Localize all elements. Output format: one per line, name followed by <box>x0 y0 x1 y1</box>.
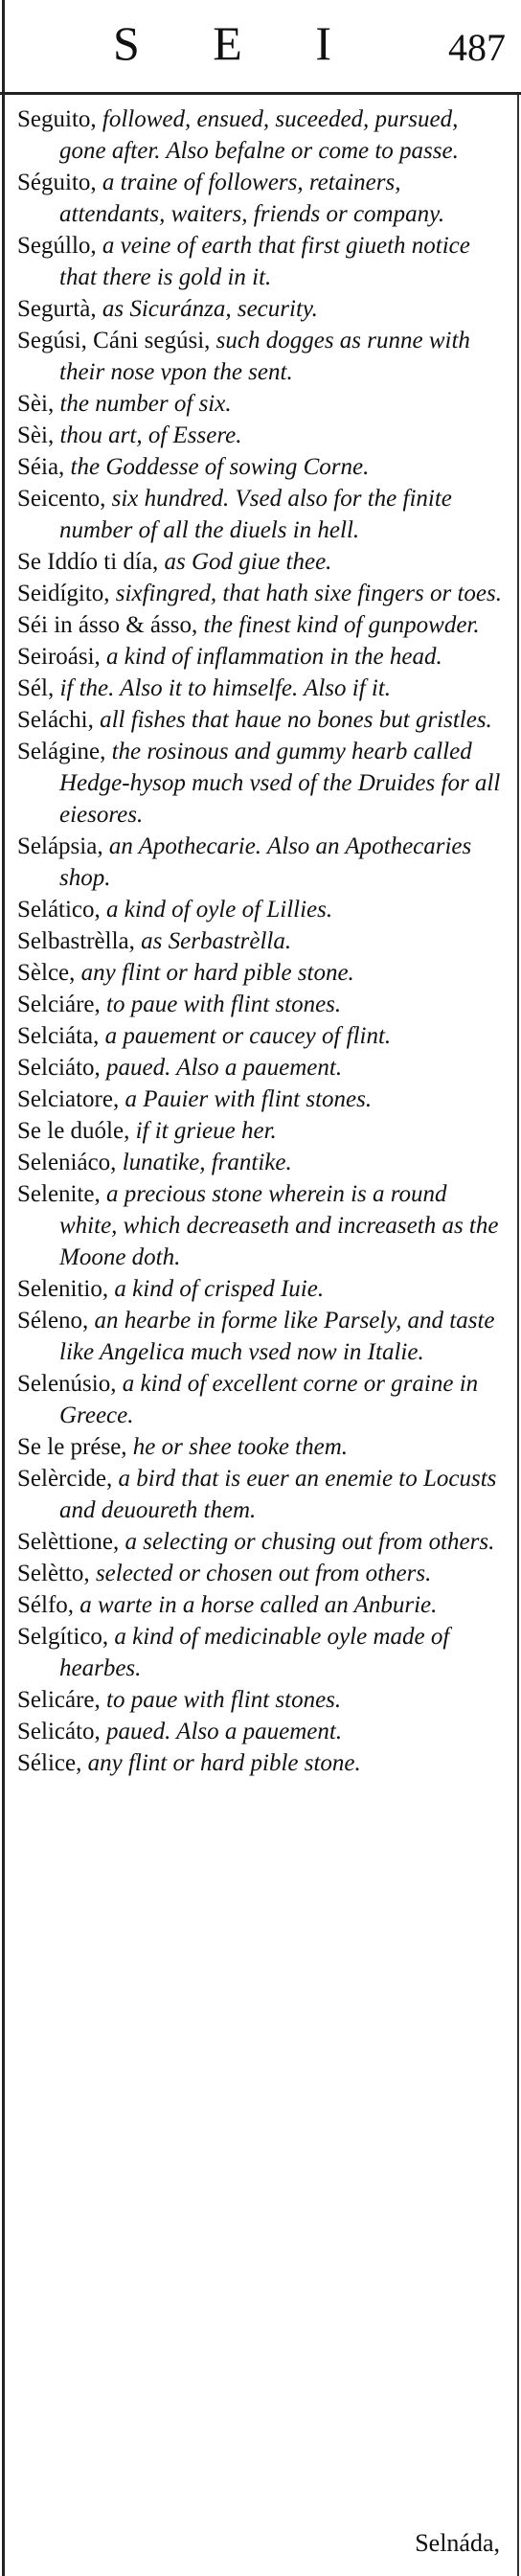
right-border-rule <box>517 94 519 2576</box>
left-border-rule <box>2 0 5 2576</box>
entry-headword: Selágine, <box>17 739 106 764</box>
entry-definition: if it grieue her. <box>129 1118 277 1144</box>
entry-definition: to paue with flint stones. <box>100 992 342 1017</box>
entry-headword: Séleno, <box>17 1308 89 1334</box>
dictionary-entry <box>17 420 502 451</box>
entry-definition: a kind of oyle of Lillies. <box>100 897 333 923</box>
dictionary-entry <box>17 1589 502 1621</box>
entry-definition: any flint or hard pible stone. <box>75 960 354 986</box>
entry-definition: selected or chosen out from others. <box>89 1561 432 1586</box>
dictionary-entry <box>17 1463 502 1526</box>
dictionary-entry <box>17 1684 502 1716</box>
entry-definition: the rosinous and gummy hearb called Hedge-hysop much vsed of the Druides for all eiesores. <box>59 739 501 828</box>
entry-headword: Se Iddío ti día, <box>17 549 159 575</box>
dictionary-entry <box>17 1431 502 1463</box>
dictionary-entry <box>17 831 502 894</box>
entry-headword: Se le prése, <box>17 1434 127 1460</box>
entry-definition: an hearbe in forme like Parsely, and taste like Angelica much vsed now in Italie. <box>59 1308 495 1365</box>
entry-headword: Selciatore, <box>17 1086 120 1112</box>
running-head-letter: E <box>213 16 244 70</box>
entry-definition: paued. Also a pauement. <box>100 1055 343 1081</box>
entry-definition: the number of six. <box>54 391 232 417</box>
entry-definition: such dogges as runne with their nose vpon the sent. <box>59 328 470 385</box>
dictionary-entry <box>17 1305 502 1368</box>
entry-definition: six hundred. Vsed also for the finite number of all the diuels in hell. <box>59 486 452 543</box>
entry-headword: Seláchi, <box>17 707 94 733</box>
entry-definition: a kind of crisped Iuie. <box>108 1276 325 1302</box>
entry-definition: if the. Also it to himselfe. Also if it. <box>54 675 392 701</box>
entry-headword: Selciáto, <box>17 1055 101 1081</box>
dictionary-entry <box>17 641 502 672</box>
entry-definition: an Apothecarie. Also an Apothecaries shop. <box>59 833 472 891</box>
entry-definition: as Sicuránza, security. <box>96 296 318 322</box>
entry-definition: the finest kind of gunpowder. <box>197 612 480 638</box>
dictionary-entry <box>17 451 502 483</box>
entry-headword: Sélice, <box>17 1750 82 1776</box>
page-header <box>0 0 521 94</box>
dictionary-entry <box>17 1115 502 1147</box>
entry-definition: he or shee tooke them. <box>126 1434 349 1460</box>
dictionary-entry <box>17 1273 502 1305</box>
dictionary-entry <box>17 925 502 957</box>
entry-headword: Selenitio, <box>17 1276 109 1302</box>
dictionary-entry <box>17 230 502 293</box>
entry-headword: Selicáre, <box>17 1687 101 1713</box>
entry-headword: Segúsi, Cáni segúsi, <box>17 328 211 353</box>
dictionary-entry <box>17 1621 502 1684</box>
entry-headword: Selèttione, <box>17 1529 120 1555</box>
entry-definition: lunatike, frantike. <box>116 1150 292 1175</box>
entry-definition: a traine of followers, retainers, attendants, waiters, friends or company. <box>59 170 445 227</box>
dictionary-entry <box>17 1716 502 1747</box>
dictionary-entry <box>17 1083 502 1115</box>
entry-definition: a selecting or chusing out from others. <box>119 1529 495 1555</box>
entry-definition: a bird that is euer an enemie to Locusts and deuoureth them. <box>59 1466 497 1523</box>
entry-headword: Segurtà, <box>17 296 97 322</box>
entry-headword: Selático, <box>17 897 101 923</box>
entry-definition: a kind of medicinable oyle made of hearbes. <box>59 1624 450 1681</box>
entry-definition: all fishes that haue no bones but gristles. <box>93 707 492 733</box>
entry-headword: Sél, <box>17 675 55 701</box>
entry-definition: a Pauier with flint stones. <box>119 1086 373 1112</box>
entry-definition: followed, ensued, suceeded, pursued, gone after. Also befalne or come to passe. <box>59 106 459 164</box>
entry-definition: a warte in a horse called an Anburie. <box>74 1592 438 1618</box>
entry-definition: a pauement or caucey of flint. <box>99 1023 392 1049</box>
entry-definition: as God giue thee. <box>158 549 332 575</box>
entry-headword: Selápsia, <box>17 833 103 859</box>
dictionary-entry <box>17 167 502 230</box>
dictionary-entry <box>17 293 502 325</box>
catchword: Selnáda, <box>415 2529 500 2557</box>
entry-definition: any flint or hard pible stone. <box>81 1750 361 1776</box>
dictionary-entry <box>17 1526 502 1558</box>
dictionary-entry <box>17 704 502 736</box>
running-head-letter: I <box>315 16 333 70</box>
page-number: 487 <box>448 26 506 69</box>
entry-headword: Seleniáco, <box>17 1150 117 1175</box>
entry-headword: Séi in ásso & ásso, <box>17 612 198 638</box>
entry-headword: Sélfo, <box>17 1592 75 1618</box>
dictionary-entry <box>17 672 502 704</box>
dictionary-entry <box>17 1178 502 1273</box>
dictionary-entry <box>17 1147 502 1178</box>
entry-definition: a veine of earth that first giueth notice that there is gold in it. <box>59 233 470 290</box>
entry-headword: Segúllo, <box>17 233 97 259</box>
entry-headword: Séguito, <box>17 170 97 195</box>
entry-definition: a precious stone wherein is a round white, which decreaseth and increaseth as the Moone doth. <box>59 1181 499 1270</box>
entry-definition: sixfingred, that hath sixe fingers or toes. <box>109 581 503 606</box>
entry-headword: Selenúsio, <box>17 1371 117 1397</box>
entry-headword: Selèrcide, <box>17 1466 113 1492</box>
entry-definition: the Goddesse of sowing Corne. <box>64 454 370 480</box>
entry-headword: Selètto, <box>17 1561 90 1586</box>
entry-headword: Sèi, <box>17 391 55 417</box>
entry-headword: Sèi, <box>17 422 55 448</box>
dictionary-entry <box>17 578 502 609</box>
entry-headword: Sèlce, <box>17 960 76 986</box>
dictionary-entry <box>17 103 502 167</box>
dictionary-entry <box>17 1020 502 1052</box>
entry-headword: Se le duóle, <box>17 1118 130 1144</box>
dictionary-entry <box>17 1558 502 1589</box>
entry-definition: to paue with flint stones. <box>100 1687 342 1713</box>
entry-headword: Seidígito, <box>17 581 110 606</box>
entry-headword: Selgítico, <box>17 1624 109 1650</box>
dictionary-entry <box>17 325 502 388</box>
dictionary-entry <box>17 546 502 578</box>
entry-headword: Selenite, <box>17 1181 101 1207</box>
dictionary-entry <box>17 989 502 1020</box>
entry-definition: thou art, of Essere. <box>54 422 242 448</box>
dictionary-entry <box>17 1747 502 1779</box>
running-head <box>113 16 333 70</box>
dictionary-entry <box>17 388 502 420</box>
entry-definition: a kind of inflammation in the head. <box>100 644 442 670</box>
entry-headword: Selciáta, <box>17 1023 100 1049</box>
dictionary-entry <box>17 894 502 925</box>
entry-headword: Seguito, <box>17 106 97 132</box>
entry-definition: as Serbastrèlla. <box>134 928 292 954</box>
dictionary-entry <box>17 1052 502 1083</box>
entry-definition: paued. Also a pauement. <box>100 1719 343 1744</box>
dictionary-entry <box>17 483 502 546</box>
entry-headword: Selbastrèlla, <box>17 928 135 954</box>
running-head-letter: S <box>113 16 142 70</box>
entry-list <box>17 103 502 1779</box>
entry-headword: Séia, <box>17 454 65 480</box>
dictionary-entry <box>17 736 502 831</box>
entry-headword: Selicáto, <box>17 1719 101 1744</box>
entry-headword: Seiroási, <box>17 644 101 670</box>
entry-headword: Selciáre, <box>17 992 101 1017</box>
dictionary-entry <box>17 609 502 641</box>
entry-definition: a kind of excellent corne or graine in Greece. <box>59 1371 479 1428</box>
dictionary-entry <box>17 1368 502 1431</box>
dictionary-entry <box>17 957 502 989</box>
entry-headword: Seicento, <box>17 486 106 512</box>
header-rule <box>0 92 521 95</box>
